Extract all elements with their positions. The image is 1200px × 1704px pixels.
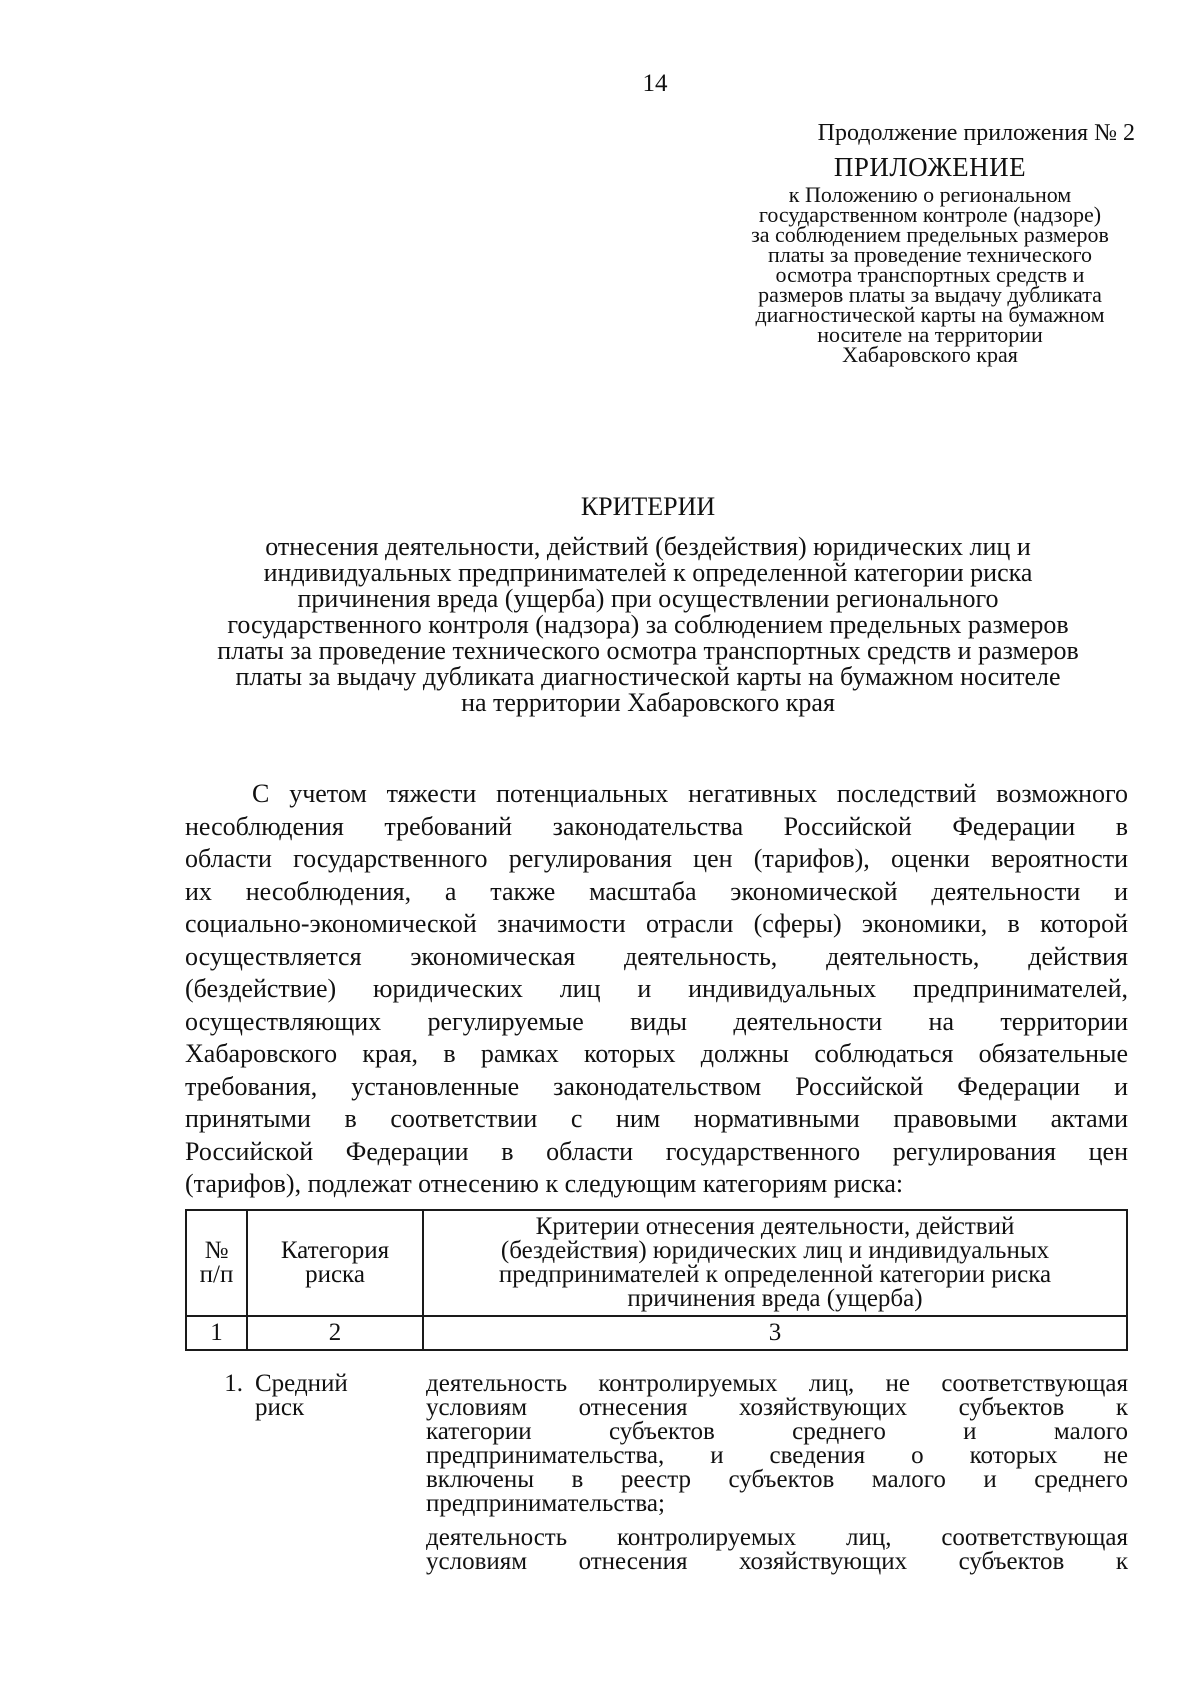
criteria-line: отнесения деятельности, действий (бездействия) юридических лиц и <box>265 532 1031 561</box>
column-number: 1 <box>186 1316 247 1350</box>
body-paragraph <box>185 778 1128 1201</box>
body-line: С учетом тяжести потенциальных негативных последствий возможного <box>252 779 1128 808</box>
header-category-line: Категория <box>280 1237 390 1264</box>
page-number: 14 <box>642 70 668 97</box>
body-line: их несоблюдения, а также масштаба экономической деятельности и <box>185 876 1128 906</box>
criteria-text-line: деятельность контролируемых лиц, не соответствующая <box>426 1370 1128 1397</box>
criteria-paragraph <box>426 1372 1128 1516</box>
criteria-text-line: деятельность контролируемых лиц, соответствующая <box>426 1524 1128 1551</box>
appendix-title: ПРИЛОЖЕНИЕ <box>833 152 1027 182</box>
body-line: социально-экономической значимости отрасли (сферы) экономики, в которой <box>185 909 1128 938</box>
criteria-text-line: предпринимательства, и сведения о которых не <box>426 1442 1128 1469</box>
appendix-line: диагностической карты на бумажном <box>755 302 1105 327</box>
appendix-line: размеров платы за выдачу дубликата <box>758 282 1102 307</box>
body-line: (тарифов), подлежат отнесению к следующим категориям риска: <box>185 1169 904 1198</box>
header-criteria-line: Критерии отнесения деятельности, действий <box>535 1213 1015 1240</box>
body-line: области государственного регулирования цен (тарифов), оценки вероятности <box>185 844 1128 873</box>
criteria-line: государственного контроля (надзора) за соблюдением предельных размеров <box>227 610 1069 639</box>
body-line: (бездействие) юридических лиц и индивидуальных предпринимателей, <box>185 974 1128 1003</box>
column-number: 2 <box>247 1316 423 1350</box>
appendix-line: государственном контроле (надзоре) <box>758 202 1102 227</box>
appendix-line: носителе на территории <box>817 322 1043 347</box>
header-category-line: риска <box>305 1261 365 1288</box>
risk-rows <box>185 1372 1128 1584</box>
criteria-heading <box>160 492 1136 716</box>
body-line: принятыми в соответствии с ним нормативными правовыми актами <box>185 1104 1128 1133</box>
table-numbering-row <box>186 1316 1127 1350</box>
criteria-text-line: условиям отнесения хозяйствующих субъектов к <box>426 1394 1128 1421</box>
criteria-paragraph <box>426 1526 1128 1574</box>
body-line: требования, установленные законодательством Российской Федерации и <box>185 1071 1128 1101</box>
criteria-title: КРИТЕРИИ <box>580 492 716 521</box>
header-number-line: № <box>204 1237 229 1264</box>
criteria-line: платы за выдачу дубликата диагностической карты на бумажном носителе <box>235 662 1061 691</box>
header-criteria <box>423 1210 1127 1316</box>
appendix-line: Хабаровского края <box>842 342 1018 367</box>
row-category <box>249 1372 424 1584</box>
header-number-line: п/п <box>199 1261 234 1288</box>
header-criteria-line: (бездействия) юридических лиц и индивидуальных <box>500 1237 1050 1264</box>
criteria-table <box>185 1209 1128 1351</box>
criteria-line: на территории Хабаровского края <box>461 688 835 717</box>
criteria-text-line: условиям отнесения хозяйствующих субъектов к <box>426 1548 1128 1575</box>
header-number <box>186 1210 247 1316</box>
row-category-line: Средний <box>255 1370 348 1397</box>
appendix-line: за соблюдением предельных размеров <box>751 222 1109 247</box>
appendix-line: к Положению о региональном <box>788 182 1072 207</box>
appendix-line: платы за проведение технического <box>768 242 1092 267</box>
row-category-line: риск <box>255 1394 305 1421</box>
body-line: осуществляющих регулируемые виды деятельности на территории <box>185 1006 1128 1036</box>
body-line: несоблюдения требований законодательства Российской Федерации в <box>185 811 1128 841</box>
row-criteria <box>424 1372 1128 1584</box>
criteria-line: платы за проведение технического осмотра транспортных средств и размеров <box>217 636 1079 665</box>
criteria-line: причинения вреда (ущерба) при осуществлении регионального <box>297 584 999 613</box>
criteria-text-line: предпринимательства; <box>426 1490 665 1517</box>
body-line: Российской Федерации в области государственного регулирования цен <box>185 1136 1128 1166</box>
table-header-row <box>186 1210 1127 1316</box>
row-number: 1. <box>224 1370 243 1397</box>
criteria-text-line: категории субъектов среднего и малого <box>426 1418 1128 1445</box>
table-row <box>185 1372 1128 1584</box>
criteria-line: индивидуальных предпринимателей к определенной категории риска <box>263 558 1033 587</box>
header-criteria-line: причинения вреда (ущерба) <box>627 1285 923 1312</box>
criteria-text-line: включены в реестр субъектов малого и среднего <box>426 1466 1128 1493</box>
header-criteria-line: предпринимателей к определенной категории риска <box>498 1261 1052 1288</box>
header-category <box>247 1210 423 1316</box>
continuation-note: Продолжение приложения № 2 <box>817 120 1135 146</box>
column-number: 3 <box>423 1316 1127 1350</box>
appendix-line: осмотра транспортных средств и <box>775 262 1085 287</box>
body-line: Хабаровского края, в рамках которых должны соблюдаться обязательные <box>185 1039 1128 1068</box>
body-line: осуществляется экономическая деятельность, деятельность, действия <box>185 941 1128 971</box>
appendix-block <box>725 152 1135 365</box>
